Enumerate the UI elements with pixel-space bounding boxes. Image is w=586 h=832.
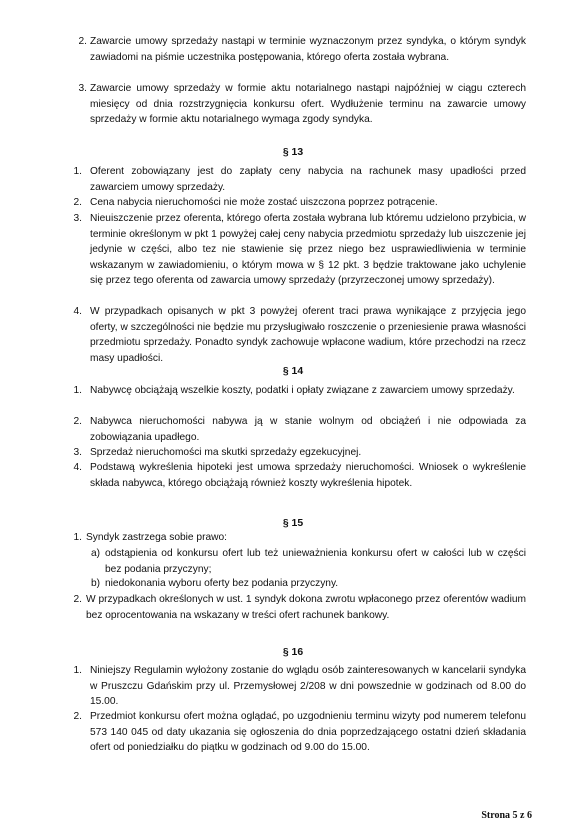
item-number: b): [90, 578, 100, 589]
sub-list-item: [90, 576, 526, 592]
section-heading: § 13: [282, 147, 304, 158]
item-number: 2.: [73, 594, 82, 605]
item-number: a): [90, 548, 100, 559]
item-number: 2.: [73, 197, 82, 208]
item-number: 1.: [73, 665, 82, 676]
item-text: Niniejszy Regulamin wyłożony zostanie do wglądu osób zainteresowanych w kancelarii syndyka w Pruszczu Gdańskim przy ul. Przemysłowej 2/208 w dni powszednie w godzinach od 8.00 do 15.00.: [90, 665, 526, 708]
item-text: odstąpienia od konkursu ofert lub też unieważnienia konkursu ofert w całości lub w części bez podania przyczyny;: [105, 548, 526, 575]
list-item: [73, 195, 526, 211]
item-text: W przypadkach określonych w ust. 1 syndyk dokona zwrotu wpłaconego przez oferentów wadium bez oprocentowania na wskazany w treści ofert rachunek bankowy.: [86, 594, 526, 621]
item-number: 3.: [73, 213, 82, 224]
list-item: [78, 34, 526, 65]
item-text: niedokonania wyboru oferty bez podania przyczyny.: [105, 578, 339, 589]
list-item: [73, 414, 526, 445]
item-text: Przedmiot konkursu ofert można oglądać, po uzgodnieniu terminu wizyty pod numerem telefonu 573 140 045 od daty ukazania się ogłoszenia do dnia poprzedzającego ostatni dzień składania ofert od poniedziałku do piątku w godzinach od 9.00 do 15.00.: [90, 711, 526, 754]
item-number: 3.: [78, 83, 87, 94]
item-text: Oferent zobowiązany jest do zapłaty ceny nabycia na rachunek masy upadłości przed zawarciem umowy sprzedaży.: [90, 166, 526, 193]
list-item: [73, 383, 526, 399]
item-number: 1.: [73, 385, 82, 396]
list-item: [73, 663, 526, 710]
item-text: W przypadkach opisanych w pkt 3 powyżej oferent traci prawa wynikające z przyjęcia jego oferty, w szczególności nie będzie mu przysługiwało roszczenie o przeniesienie prawa własności przedmiotu sprzedaży. Ponadto syndyk zachowuje wpłacone wadium, które przechodzi na rzecz masy upadłości.: [90, 306, 526, 364]
item-number: 4.: [73, 306, 82, 317]
section-heading: § 14: [282, 366, 304, 377]
item-number: 2.: [73, 416, 82, 427]
item-text: Zawarcie umowy sprzedaży w formie aktu notarialnego nastąpi najpóźniej w ciągu czterech miesięcy od dnia rozstrzygnięcia konkursu ofert. Wydłużenie terminu na zawarcie umowy sprzedaży w formie aktu notarialnego wymaga zgody syndyka.: [90, 83, 526, 126]
list-item: [73, 164, 526, 195]
section-heading: § 15: [282, 518, 304, 529]
item-number: 1.: [73, 532, 82, 543]
item-text: Syndyk zastrzega sobie prawo:: [86, 532, 227, 543]
item-text: Nabywcę obciążają wszelkie koszty, podatki i opłaty związane z zawarciem umowy sprzedaży.: [90, 385, 515, 396]
item-text: Nieuiszczenie przez oferenta, którego oferta została wybrana lub któremu udzielono przybicia, w terminie określonym w pkt 1 powyżej całej ceny nabycia przedmiotu sprzedaży lub uiszczenie jej jedynie w części, albo tez nie stawienie się przez niego bez usprawiedliwienia w terminie wskazanym w zawiadomieniu, o którym mowa w § 12 pkt. 3 będzie traktowane jako uchylenie się przez tego oferenta od zawarcia umowy sprzedaży (przyrzeczonej umowy sprzedaży).: [90, 213, 526, 287]
sub-list-item: [90, 546, 526, 577]
item-number: 1.: [73, 166, 82, 177]
item-text: Podstawą wykreślenia hipoteki jest umowa sprzedaży nieruchomości. Wniosek o wykreślenie składa nabywca, którego obciążają również koszty wykreślenia hipotek.: [90, 462, 526, 489]
item-text: Nabywca nieruchomości nabywa ją w stanie wolnym od obciążeń i nie odpowiada za zobowiązania upadłego.: [90, 416, 526, 443]
item-number: 4.: [73, 462, 82, 473]
item-text: Cena nabycia nieruchomości nie może zostać uiszczona poprzez potrącenie.: [90, 197, 438, 208]
item-number: 2.: [78, 36, 87, 47]
list-item: [73, 304, 526, 366]
list-item: [73, 211, 526, 289]
item-number: 3.: [73, 447, 82, 458]
item-number: 2.: [73, 711, 82, 722]
item-text: Sprzedaż nieruchomości ma skutki sprzedaży egzekucyjnej.: [90, 447, 362, 458]
list-item: [73, 592, 526, 623]
list-item: [73, 709, 526, 756]
list-item: [73, 445, 526, 461]
page-number: Strona 5 z 6: [481, 810, 532, 821]
section-heading: § 16: [282, 647, 304, 658]
item-text: Zawarcie umowy sprzedaży nastąpi w terminie wyznaczonym przez syndyka, o którym syndyk zawiadomi na piśmie uczestnika postępowania, którego oferta została wybrana.: [90, 36, 526, 63]
list-item: [78, 81, 526, 128]
list-item: [73, 460, 526, 491]
list-item: [73, 530, 526, 546]
